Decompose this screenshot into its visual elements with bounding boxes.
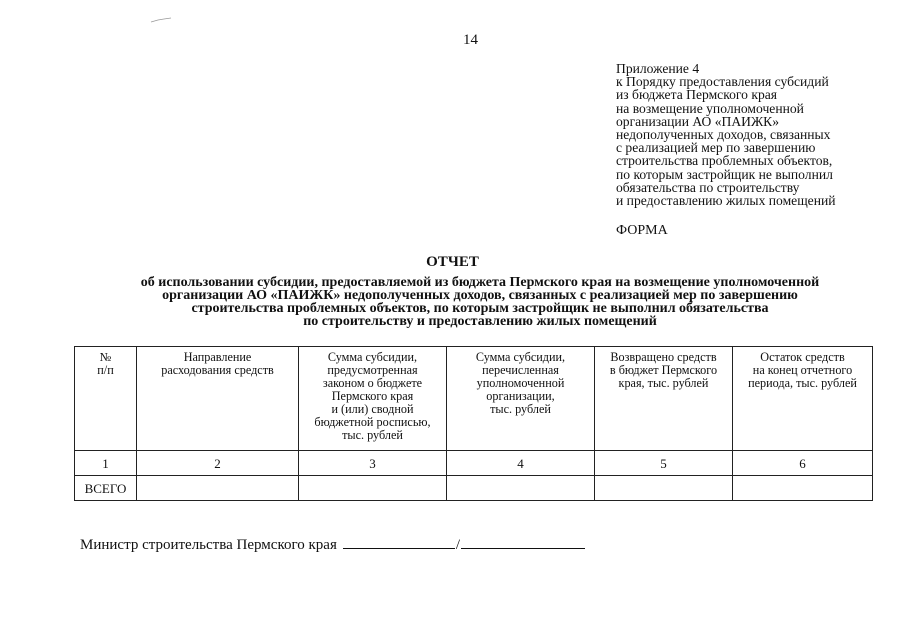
report-subtitle xyxy=(60,276,900,328)
table-header-row xyxy=(75,347,873,451)
appendix-header xyxy=(616,62,876,207)
signature-line xyxy=(343,534,455,549)
total-label-cell: ВСЕГО xyxy=(75,476,137,501)
signature-block xyxy=(80,534,585,554)
header-cell-returned: Возвращено средств в бюджет Пермского края, тыс. рублей xyxy=(595,347,733,451)
signature-separator: / xyxy=(455,537,461,553)
form-label: ФОРМА xyxy=(616,223,668,238)
column-number-cell: 6 xyxy=(733,451,873,476)
appendix-line: недополученных доходов, связанных xyxy=(616,127,831,143)
column-number-cell: 3 xyxy=(299,451,447,476)
header-cell-transferred-amount: Сумма субсидии, перечисленная уполномоченной организации, тыс. рублей xyxy=(447,347,595,451)
column-number-cell: 2 xyxy=(137,451,299,476)
name-line xyxy=(461,534,585,549)
column-number-cell: 5 xyxy=(595,451,733,476)
total-cell xyxy=(299,476,447,501)
appendix-line: организации АО «ПАИЖК» xyxy=(616,113,780,129)
header-cell-direction: Направление расходования средств xyxy=(137,347,299,451)
column-number-row xyxy=(75,451,873,476)
report-title: ОТЧЕТ xyxy=(426,254,479,270)
appendix-line: из бюджета Пермского края xyxy=(616,87,778,103)
appendix-line: строительства проблемных объектов, xyxy=(616,153,833,169)
column-number-cell: 1 xyxy=(75,451,137,476)
appendix-line: обязательства по строительству xyxy=(616,179,800,195)
appendix-line: к Порядку предоставления субсидий xyxy=(616,74,829,90)
total-cell xyxy=(447,476,595,501)
page-number: 14 xyxy=(463,32,478,48)
total-cell xyxy=(137,476,299,501)
total-cell xyxy=(595,476,733,501)
appendix-line: и предоставлению жилых помещений xyxy=(616,193,836,209)
header-cell-balance: Остаток средств на конец отчетного периода, тыс. рублей xyxy=(733,347,873,451)
subtitle-line: строительства проблемных объектов, по которым застройщик не выполнил обязательства xyxy=(191,301,769,316)
appendix-line: на возмещение уполномоченной xyxy=(616,100,804,116)
subtitle-line: организации АО «ПАИЖК» недополученных доходов, связанных с реализацией мер по завершению xyxy=(162,288,798,303)
appendix-line: с реализацией мер по завершению xyxy=(616,140,816,156)
header-cell-number: № п/п xyxy=(75,347,137,451)
subtitle-line: по строительству и предоставлению жилых помещений xyxy=(303,314,657,329)
header-cell-planned-amount: Сумма субсидии, предусмотренная законом о бюджете Пермского края и (или) сводной бюджетной росписью, тыс. рублей xyxy=(299,347,447,451)
report-table xyxy=(74,346,873,501)
appendix-line: Приложение 4 xyxy=(616,61,700,76)
signature-label: Министр строительства Пермского края xyxy=(80,537,337,553)
column-number-cell: 4 xyxy=(447,451,595,476)
total-row xyxy=(75,476,873,501)
subtitle-line: об использовании субсидии, предоставляемой из бюджета Пермского края на возмещение уполномоченной xyxy=(140,275,820,290)
appendix-line: по которым застройщик не выполнил xyxy=(616,166,833,182)
total-cell xyxy=(733,476,873,501)
scan-mark xyxy=(150,17,172,23)
